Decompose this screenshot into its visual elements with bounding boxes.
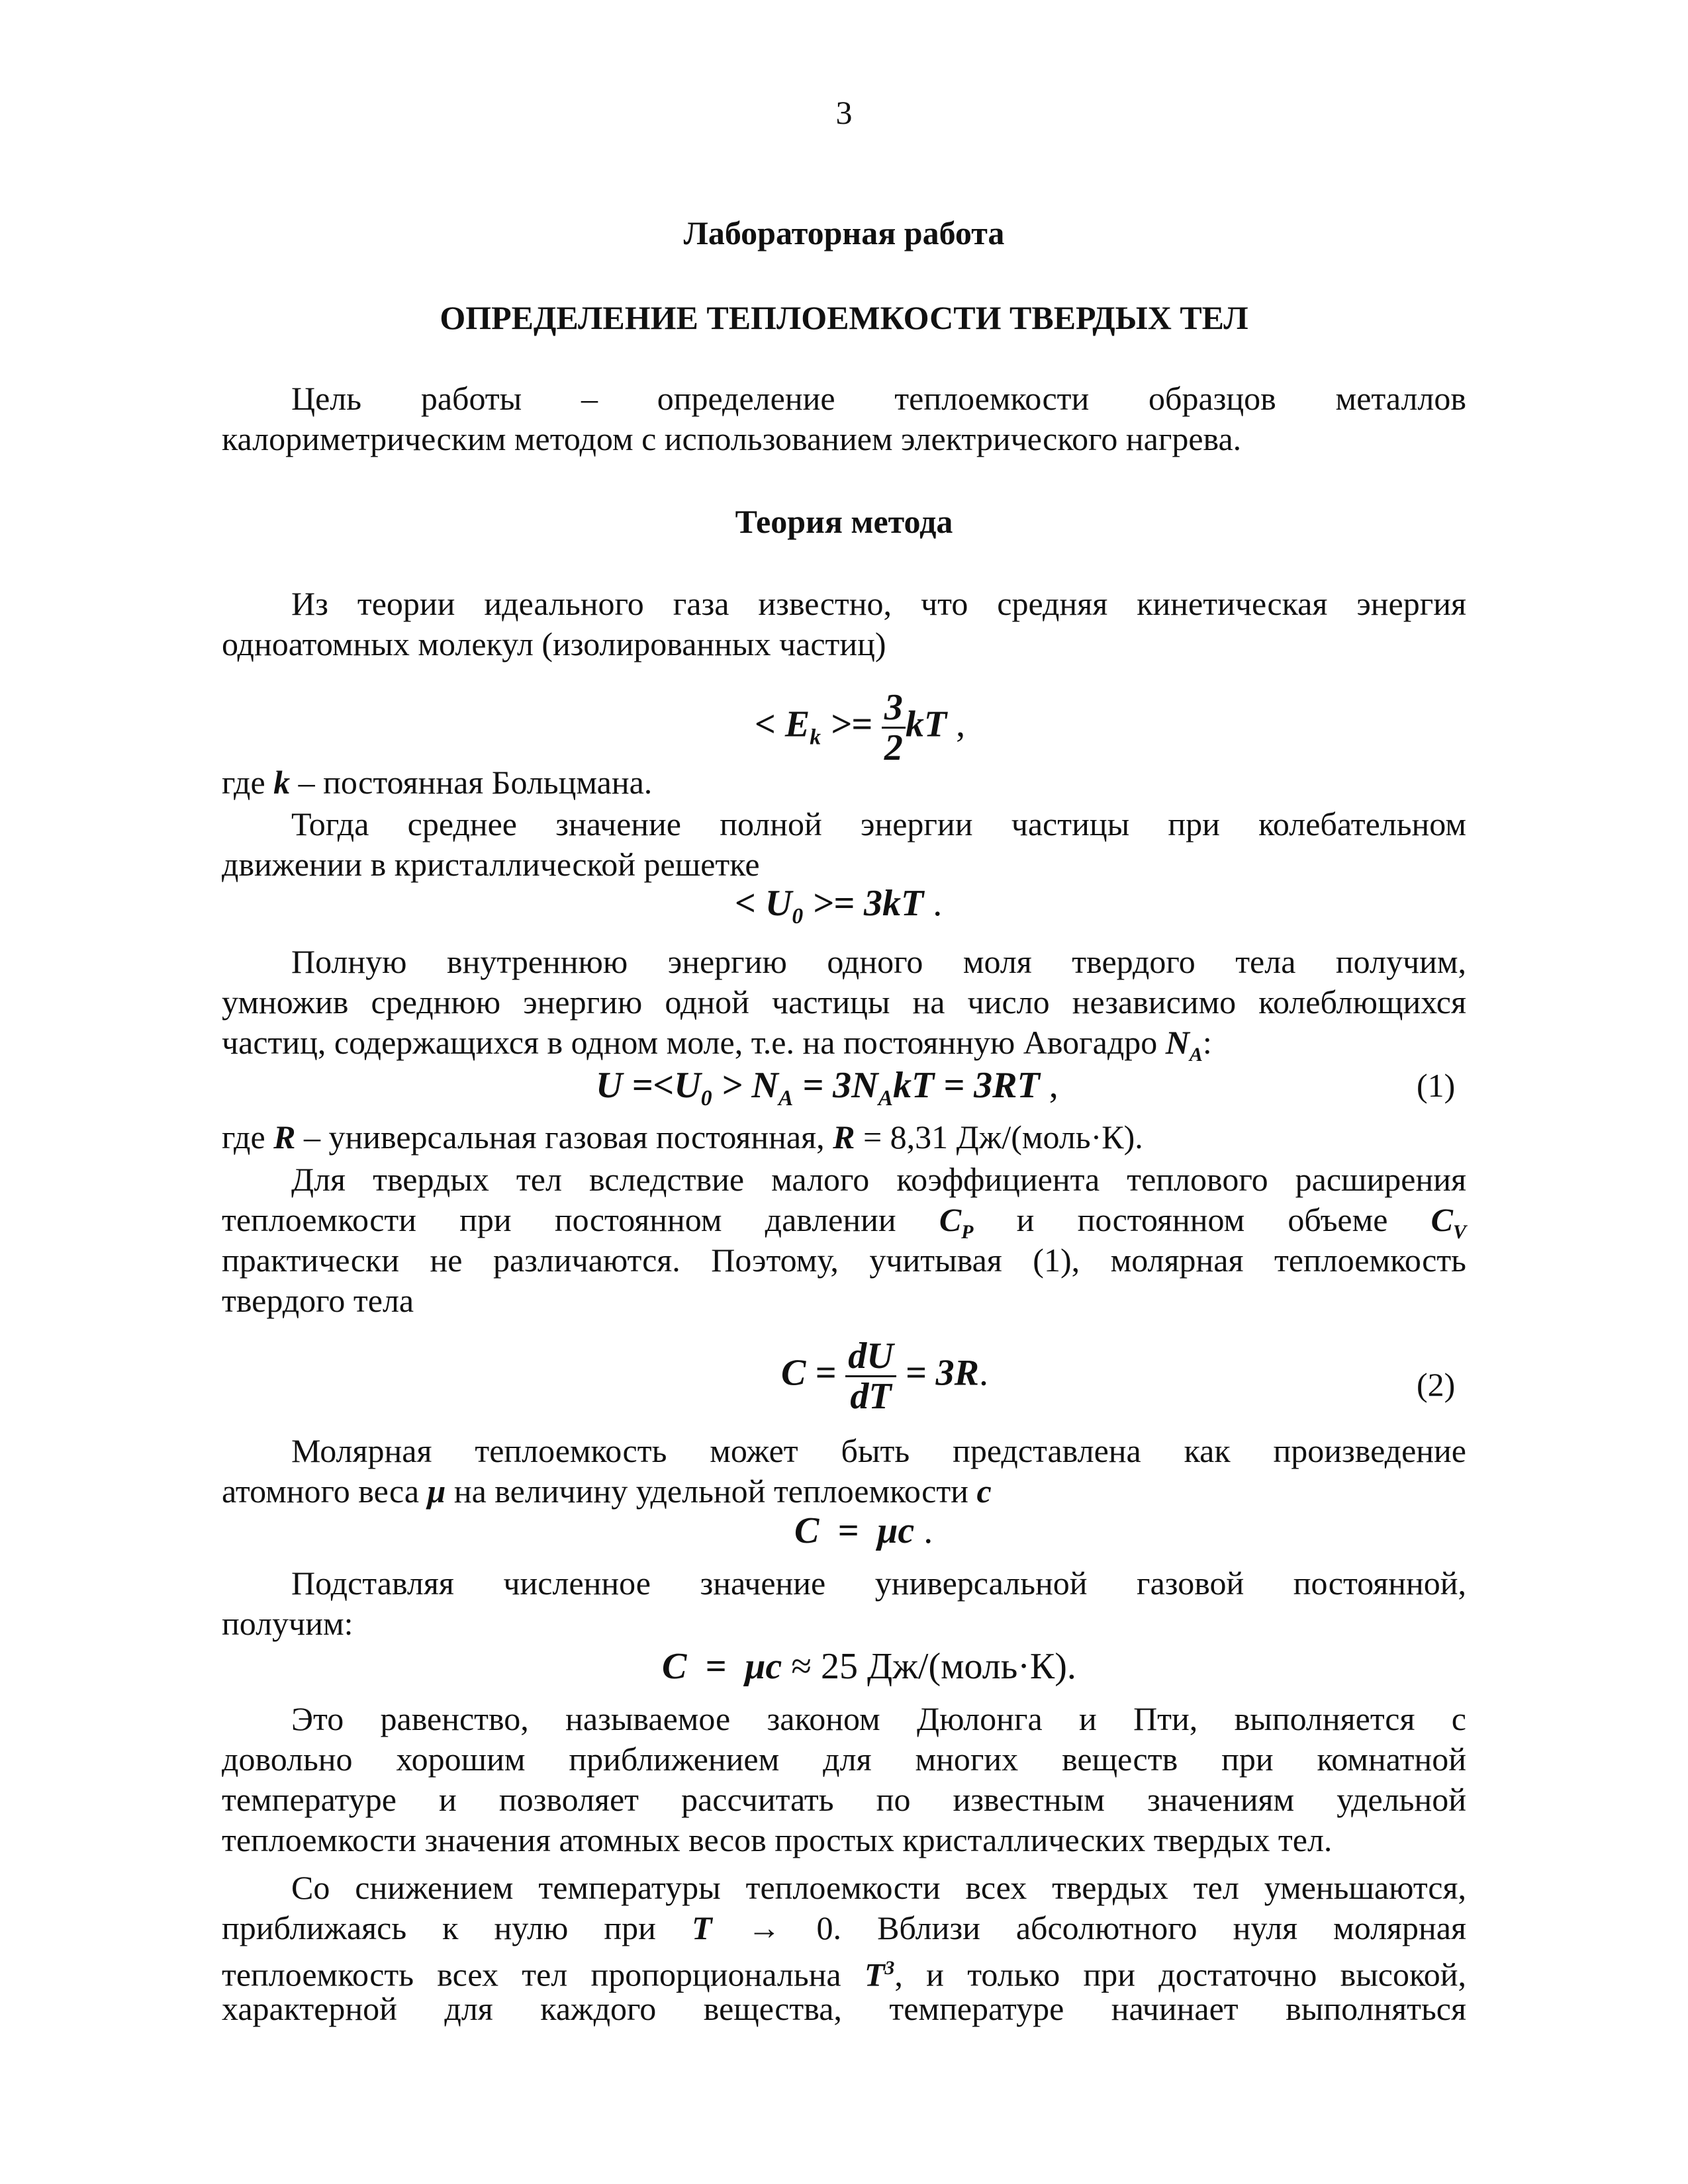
equation-mean-total-energy: < $U_0 >= 3kT$ . <box>735 883 943 929</box>
p5-line-1: Молярная теплоемкость может быть представлена как произведение <box>291 1432 1466 1469</box>
p7-line-2: довольно хорошим приближением для многих веществ при комнатной <box>222 1741 1466 1778</box>
main-title: ОПРЕДЕЛЕНИЕ ТЕПЛОЕМКОСТИ ТВЕРДЫХ ТЕЛ <box>440 299 1248 336</box>
p7-line-3: температуре и позволяет рассчитать по известным значениям удельной <box>222 1781 1466 1818</box>
p7-line-4: теплоемкости значения атомных весов простых кристаллических твердых тел. <box>222 1821 1333 1858</box>
theory-heading: Теория метода <box>735 503 953 540</box>
p8-line-1: Со снижением температуры теплоемкости всех твердых тел уменьшаются, <box>291 1869 1466 1906</box>
p1-line-2: одноатомных молекул (изолированных частиц) <box>222 625 886 662</box>
p8-line-3: теплоемкость всех тел пропорциональна $T^3$, и только при достаточно высокой, <box>222 1956 1466 1993</box>
p4-line-1: Для твердых тел вследствие малого коэффициента теплового расширения <box>291 1161 1466 1198</box>
p7-line-1: Это равенство, называемое законом Дюлонга и Пти, выполняется с <box>291 1700 1466 1737</box>
p8-line-2: приближаясь к нулю при T → 0. Вблизи абсолютного нуля молярная <box>222 1909 1466 1946</box>
p4-line-3: практически не различаются. Поэтому, учитывая (1), молярная теплоемкость <box>222 1242 1466 1279</box>
equation-1-number: (1) <box>1417 1067 1456 1104</box>
p2-line-1: Тогда среднее значение полной энергии частицы при колебательном <box>291 805 1466 842</box>
p6-line-1: Подставляя численное значение универсальной газовой постоянной, <box>291 1565 1466 1602</box>
p3-line-1: Полную внутреннюю энергию одного моля твердого тела получим, <box>291 943 1466 980</box>
equation-c-mu-c: C = μc . <box>794 1510 933 1551</box>
goal-line-2: калориметрическим методом с использованием электрического нагрева. <box>222 420 1242 457</box>
p3-line-3: частиц, содержащихся в одном моле, т.е. на постоянную Авогадро $N_A$: <box>222 1024 1212 1066</box>
equation-dulong-petit-value: C = μc ≈ 25 Дж/(моль·К). <box>662 1646 1076 1687</box>
p3-line-2: умножив среднюю энергию одной частицы на число независимо колеблющихся <box>222 983 1466 1021</box>
equation-2-number: (2) <box>1417 1366 1456 1403</box>
p5-line-2: атомного веса μ на величину удельной теплоемкости c <box>222 1473 992 1510</box>
lab-heading: Лабораторная работа <box>683 214 1005 251</box>
p4-line-2: теплоемкости при постоянном давлении $C_P$ и постоянном объеме $C_V$ <box>222 1201 1466 1243</box>
p6-line-2: получим: <box>222 1605 353 1642</box>
where-r-line: где R – универсальная газовая постоянная, R = 8,31 Дж/(моль·К). <box>222 1118 1143 1156</box>
p8-line-4: характерной для каждого вещества, температуре начинает выполняться <box>222 1990 1466 2027</box>
p2-line-2: движении в кристаллической решетке <box>222 846 760 883</box>
page-number: 3 <box>835 94 853 131</box>
p4-line-4: твердого тела <box>222 1282 414 1319</box>
equation-1-internal-energy: $U =<U_0 > N_A = 3N_AkT = 3RT$ , <box>596 1065 1058 1111</box>
equation-2-molar-heat-capacity: C = $\frac{dU}{dT}$ = 3R. <box>781 1336 988 1417</box>
p1-line-1: Из теории идеального газа известно, что средняя кинетическая энергия <box>291 585 1466 622</box>
where-k-line: где k – постоянная Больцмана. <box>222 764 653 801</box>
equation-mean-kinetic-energy: < $E_k$ >= $\frac{3}{2}$ kT , <box>755 687 966 768</box>
goal-line-1: Цель работы – определение теплоемкости образцов металлов <box>291 380 1466 417</box>
